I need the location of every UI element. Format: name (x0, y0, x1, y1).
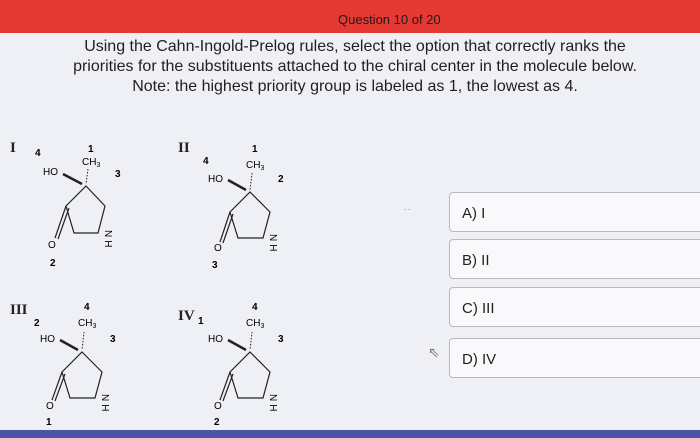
option-a-button[interactable] (449, 192, 700, 232)
separator-dots: .. (404, 202, 412, 213)
ring-nitrogen: NH (99, 394, 110, 412)
hash-bond (250, 173, 252, 190)
question-prompt (30, 37, 680, 97)
molecule-label-iii: III (10, 302, 28, 318)
option-c-label: C) III (462, 300, 495, 317)
carbonyl-oxygen: O (46, 401, 54, 412)
prompt-line-3: Note: the highest priority group is labeled as 1, the lowest as 4. (132, 78, 578, 95)
option-b-label: B) II (462, 252, 490, 269)
option-d-button[interactable] (449, 338, 700, 378)
ring-carbon-rank: 3 (278, 334, 284, 345)
carbonyl-rank: 1 (46, 417, 52, 427)
pyrrolidine-ring (62, 352, 102, 398)
carbonyl-rank: 3 (212, 260, 218, 271)
ch3-rank: 4 (84, 302, 90, 313)
ho-group: HO (40, 334, 55, 345)
ch3-group: $CH_3$ (246, 160, 265, 172)
pyrrolidine-ring (66, 186, 105, 233)
ch3-group: $CH_3$ (246, 318, 265, 330)
ring-nitrogen: NH (102, 230, 113, 248)
molecule-label-ii: II (178, 140, 190, 156)
ring-carbon-rank: 3 (115, 169, 121, 180)
molecule-label-i: I (10, 140, 16, 156)
ch3-group: $CH_3$ (78, 318, 97, 330)
ho-rank: 1 (198, 316, 204, 327)
ho-rank: 2 (34, 318, 40, 329)
bottom-bar (0, 430, 700, 438)
wedge-bond (60, 340, 78, 350)
carbonyl-oxygen: O (214, 401, 222, 412)
hash-bond (82, 332, 84, 350)
molecule-iv (168, 292, 318, 432)
prompt-line-1: Using the Cahn-Ingold-Prelog rules, select the option that correctly ranks the (84, 38, 626, 55)
molecule-label-iv: IV (178, 308, 195, 324)
pyrrolidine-ring (230, 352, 270, 398)
ring-nitrogen: NH (267, 394, 278, 412)
ch3-group: $CH_3$ (82, 157, 101, 169)
hash-bond (250, 332, 252, 350)
question-counter: Question 10 of 20 (338, 12, 441, 27)
carbonyl-oxygen: O (214, 243, 222, 254)
prompt-line-2: priorities for the substituents attached to the chiral center in the molecule below. (73, 58, 637, 75)
molecule-iii (0, 292, 150, 432)
carbonyl-oxygen: O (48, 240, 56, 251)
ring-carbon-rank: 3 (110, 334, 116, 345)
wedge-bond (228, 180, 246, 190)
wedge-bond (63, 174, 82, 184)
ho-rank: 4 (35, 148, 41, 159)
carbonyl-rank: 2 (50, 258, 56, 269)
molecule-ii (168, 138, 318, 278)
molecule-i (0, 138, 150, 278)
option-d-label: D) IV (462, 351, 497, 368)
pyrrolidine-ring (230, 192, 270, 238)
ch3-rank: 4 (252, 302, 258, 313)
hash-bond (86, 169, 88, 184)
carbonyl-rank: 2 (214, 417, 220, 427)
option-b-button[interactable] (449, 239, 700, 279)
ho-group: HO (208, 174, 223, 185)
option-a-label: A) I (462, 205, 486, 222)
ring-nitrogen: NH (267, 234, 278, 252)
ch3-rank: 1 (252, 144, 258, 155)
ch3-rank: 1 (88, 144, 94, 155)
wedge-bond (228, 340, 246, 350)
ring-carbon-rank: 2 (278, 174, 284, 185)
ho-group: HO (208, 334, 223, 345)
option-c-button[interactable] (449, 287, 700, 327)
ho-rank: 4 (203, 156, 209, 167)
mouse-cursor-icon: ⇖ (428, 344, 440, 360)
ho-group: HO (43, 167, 58, 178)
